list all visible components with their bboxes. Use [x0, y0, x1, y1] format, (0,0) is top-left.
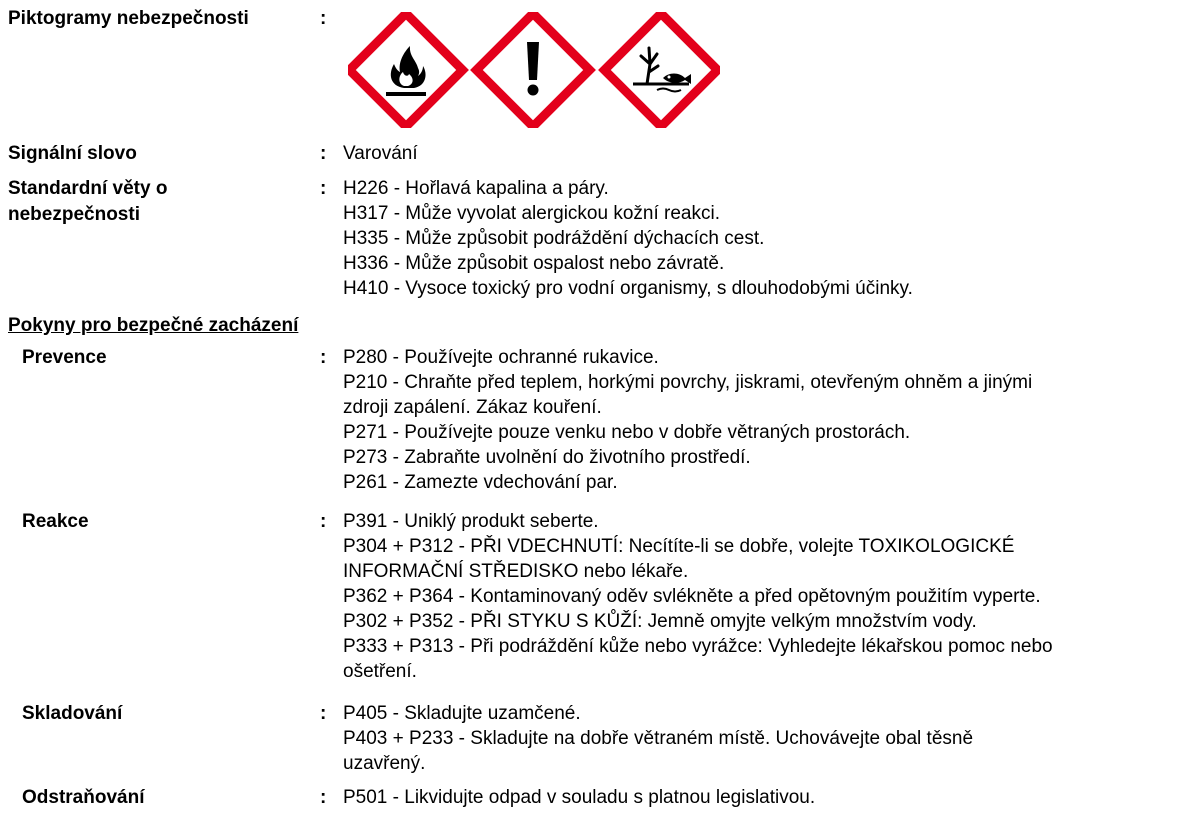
response-list: [343, 509, 1053, 684]
environment-hazard-icon: [604, 13, 717, 126]
signal-word-label: Signální slovo: [8, 143, 137, 164]
precaution-line: P403 + P233 - Skladujte na dobře větraném místě. Uchovávejte obal těsně: [343, 728, 974, 749]
hazard-pictograms: [348, 12, 720, 128]
precautionary-title: Pokyny pro bezpečné zacházení: [8, 315, 299, 336]
disposal-list: [343, 785, 815, 810]
precaution-line: P271 - Používejte pouze venku nebo v dobře větraných prostorách.: [343, 422, 911, 443]
precaution-line: P333 + P313 - Při podráždění kůže nebo vyrážce: Vyhledejte lékařskou pomoc nebo: [343, 636, 1053, 657]
flame-icon: [349, 13, 462, 126]
storage-list: [343, 701, 973, 776]
precaution-line: P302 + P352 - PŘI STYKU S KŮŽÍ: Jemně omyjte velkým množstvím vody.: [343, 611, 977, 632]
prevention-label: Prevence: [22, 347, 107, 368]
disposal-colon: :: [320, 787, 327, 808]
pictograms-colon: :: [320, 8, 327, 29]
hazard-statement: H226 - Hořlavá kapalina a páry.: [343, 178, 609, 199]
precaution-line: zdroji zapálení. Zákaz kouření.: [343, 397, 602, 418]
hazard-statements-label-line1: Standardní věty o: [8, 178, 168, 199]
storage-colon: :: [320, 703, 327, 724]
hazard-statement: H335 - Může způsobit podráždění dýchacích cest.: [343, 228, 765, 249]
precaution-line: ošetření.: [343, 661, 417, 682]
exclamation-mark-icon: [476, 13, 589, 126]
signal-word-colon: :: [320, 143, 327, 164]
precaution-line: P405 - Skladujte uzamčené.: [343, 703, 581, 724]
pictograms-label: Piktogramy nebezpečnosti: [8, 8, 249, 29]
precaution-line: P280 - Používejte ochranné rukavice.: [343, 347, 659, 368]
precaution-line: uzavřený.: [343, 753, 426, 774]
hazard-statements-colon: :: [320, 178, 327, 199]
precaution-line: P210 - Chraňte před teplem, horkými povrchy, jiskrami, otevřeným ohněm a jinými: [343, 372, 1033, 393]
hazard-statements-label: [8, 176, 167, 228]
pictograms-svg: [348, 12, 720, 128]
precaution-line: P362 + P364 - Kontaminovaný oděv svlékněte a před opětovným použitím vyperte.: [343, 586, 1041, 607]
hazard-statements-list: [343, 176, 913, 301]
precaution-line: P304 + P312 - PŘI VDECHNUTÍ: Necítíte-li se dobře, volejte TOXIKOLOGICKÉ: [343, 536, 1015, 557]
disposal-label: Odstraňování: [22, 787, 145, 808]
signal-word-value: Varování: [343, 143, 418, 164]
storage-label: Skladování: [22, 703, 123, 724]
prevention-colon: :: [320, 347, 327, 368]
precaution-line: INFORMAČNÍ STŘEDISKO nebo lékaře.: [343, 561, 689, 582]
precaution-line: P273 - Zabraňte uvolnění do životního prostředí.: [343, 447, 751, 468]
response-colon: :: [320, 511, 327, 532]
precaution-line: P261 - Zamezte vdechování par.: [343, 472, 618, 493]
hazard-statement: H336 - Může způsobit ospalost nebo závratě.: [343, 253, 725, 274]
response-label: Reakce: [22, 511, 89, 532]
precaution-line: P501 - Likvidujte odpad v souladu s platnou legislativou.: [343, 787, 816, 808]
hazard-statements-label-line2: nebezpečnosti: [8, 204, 140, 225]
prevention-list: [343, 345, 1032, 495]
hazard-statement: H317 - Může vyvolat alergickou kožní reakci.: [343, 203, 720, 224]
hazard-statement: H410 - Vysoce toxický pro vodní organismy, s dlouhodobými účinky.: [343, 278, 913, 299]
precaution-line: P391 - Uniklý produkt seberte.: [343, 511, 599, 532]
